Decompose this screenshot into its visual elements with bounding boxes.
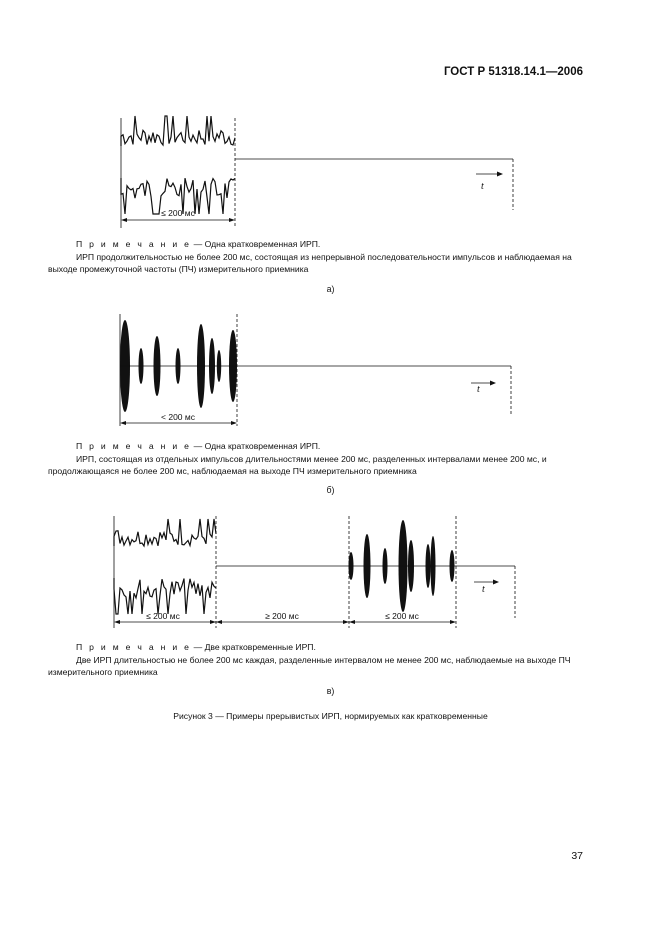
figure-c-diagram bbox=[0, 510, 661, 630]
figure-c-dimension-label-2: ≥ 200 мс bbox=[265, 611, 299, 621]
note-b-text: ИРП, состоящая из отдельных импульсов длительностями менее 200 мс, разделенных интервалами менее 200 мс, и продолжающаяся не более 200 мс, наблюдаемая на выходе ПЧ измерительного приемника bbox=[48, 453, 547, 476]
figure-c-time-arrow-head bbox=[493, 580, 499, 585]
note-c-title: П р и м е ч а н и е bbox=[76, 642, 192, 652]
figure-c-dimension-label-1: ≤ 200 мс bbox=[146, 611, 180, 621]
figure-c-time-label: t bbox=[482, 584, 485, 595]
figure-b-dim-arrow-left bbox=[120, 421, 126, 425]
note-c bbox=[48, 641, 583, 679]
figure-b-time-arrow-head bbox=[490, 381, 496, 386]
figure-a-label: а) bbox=[326, 284, 335, 294]
note-b bbox=[48, 440, 583, 478]
figure-c-dim-arrow-1r bbox=[210, 620, 216, 624]
note-b-title: П р и м е ч а н и е bbox=[76, 441, 192, 451]
figure-b-diagram bbox=[0, 308, 661, 428]
note-a bbox=[48, 238, 583, 276]
figure-b-dimension-label: < 200 мс bbox=[161, 412, 195, 422]
figure-b-time-label: t bbox=[477, 384, 480, 395]
document-header: ГОСТ Р 51318.14.1—2006 bbox=[443, 66, 583, 78]
note-b-summary: — Одна кратковременная ИРП. bbox=[193, 441, 321, 451]
figure-b-dim-arrow-right bbox=[231, 421, 237, 425]
note-c-text: Две ИРП длительностью не более 200 мс каждая, разделенные интервалом не менее 200 мс, наблюдаемые на выходе ПЧ измерительного приемника bbox=[48, 654, 571, 677]
note-a-title: П р и м е ч а н и е bbox=[76, 239, 192, 249]
figure-c bbox=[0, 510, 661, 630]
figure-c-label: в) bbox=[326, 686, 335, 696]
figure-a-time-label: t bbox=[481, 181, 484, 192]
figure-a-dim-arrow-right bbox=[229, 218, 235, 222]
figure-c-dim-arrow-1l bbox=[114, 620, 120, 624]
figure-a-dimension-label: ≤ 200 мс bbox=[161, 208, 195, 218]
figure-b bbox=[0, 308, 661, 428]
figure-a-dim-arrow-left bbox=[121, 218, 127, 222]
figure-a-upper-trace bbox=[121, 116, 235, 146]
figure-c-lower-trace bbox=[114, 578, 216, 614]
figure-a-waveform bbox=[121, 116, 235, 214]
figure-c-dim-arrow-2l bbox=[216, 620, 222, 624]
note-a-summary: — Одна кратковременная ИРП. bbox=[193, 239, 321, 249]
note-a-text: ИРП продолжительностью не более 200 мс, состоящая из непрерывной последовательности импульсов и наблюдаемая на выходе промежуточной частоты (ПЧ) измерительного приемника bbox=[48, 251, 572, 274]
figure-c-waveform bbox=[114, 519, 216, 614]
note-c-summary: — Две кратковременные ИРП. bbox=[193, 642, 316, 652]
figure-c-dim-arrow-3r bbox=[450, 620, 456, 624]
figure-a bbox=[0, 110, 661, 230]
figure-c-upper-trace bbox=[114, 519, 216, 546]
page-number: 37 bbox=[571, 850, 583, 862]
figure-c-dim-arrow-2r bbox=[343, 620, 349, 624]
figure-c-dimension-label-3: ≤ 200 мс bbox=[385, 611, 419, 621]
figure-caption: Рисунок 3 — Примеры прерывистых ИРП, нормируемых как кратковременные bbox=[173, 711, 488, 721]
figure-a-time-arrow-head bbox=[497, 172, 503, 177]
figure-c-dim-arrow-3l bbox=[349, 620, 355, 624]
figure-b-label: б) bbox=[326, 485, 335, 495]
figure-a-diagram bbox=[0, 110, 661, 230]
